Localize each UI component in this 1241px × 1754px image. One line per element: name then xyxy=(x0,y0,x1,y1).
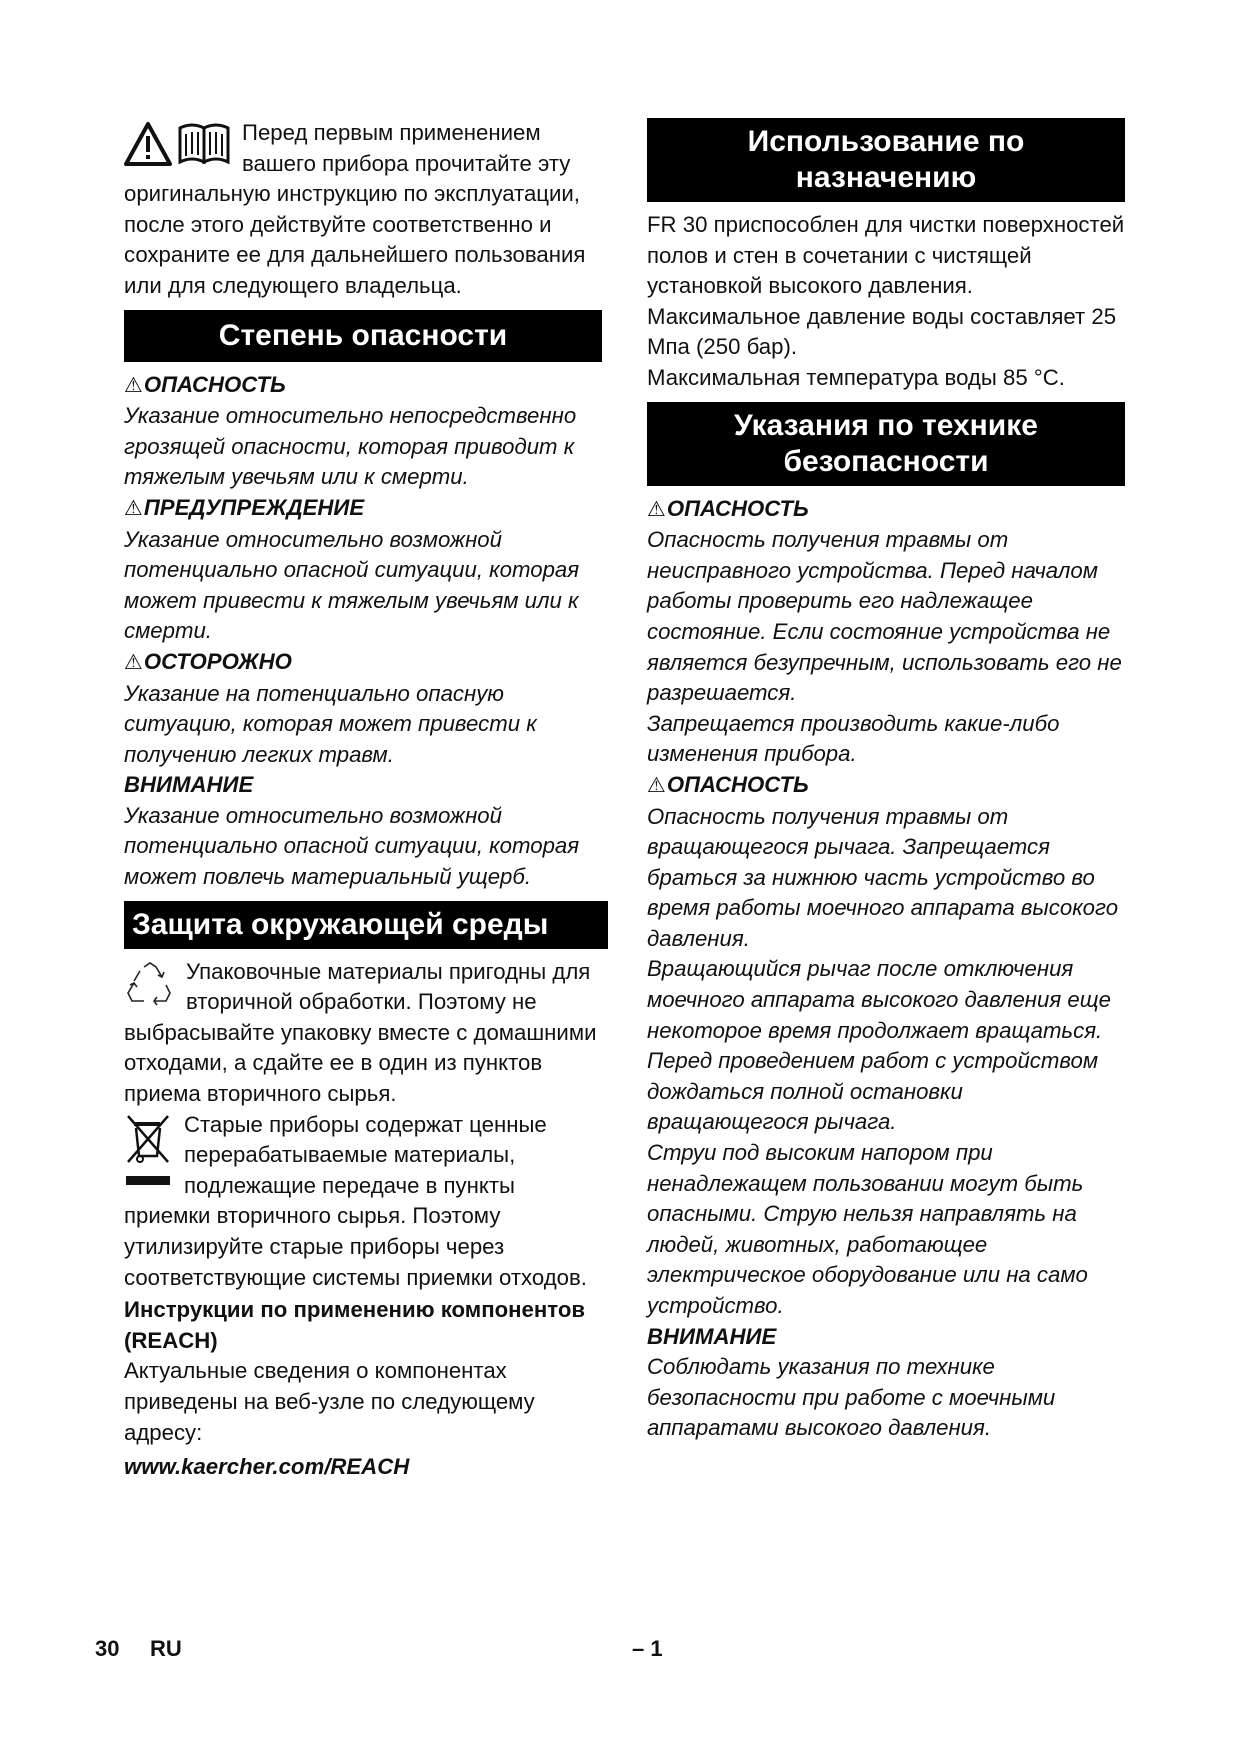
safety-danger2-text-2: Вращающийся рычаг после отключения моечного аппарата высокого давления еще некоторое время продолжает вращаться. Перед проведением работ с устройством дождаться полной остановки вращающегося рычага. xyxy=(647,956,1111,1135)
danger-levels-heading: Степень опасности xyxy=(124,310,602,362)
safety-attention-label: ВНИМАНИЕ xyxy=(647,1323,777,1349)
safety-danger-label: ⚠ОПАСНОСТЬ xyxy=(647,494,1125,526)
warning-triangle-icon: ⚠ xyxy=(124,373,143,397)
attention-text: Указание относительно возможной потенциально опасной ситуации, которая может повлечь материальный ущерб. xyxy=(124,802,580,890)
packaging-block xyxy=(124,957,602,1110)
intro-text: Перед первым применением вашего прибора прочитайте эту оригинальную инструкцию по эксплуатации, после этого действуйте соответственно и сохраните ее для дальнейшего пользования или для следующего владельца. xyxy=(124,120,586,298)
right-column xyxy=(647,118,1125,1444)
old-devices-block xyxy=(124,1110,602,1294)
intro-block xyxy=(124,118,602,302)
caution-text: Указание на потенциально опасную ситуацию, которая может привести к получению легких травм. xyxy=(124,680,537,767)
safety-danger2-label: ⚠ОПАСНОСТЬ xyxy=(647,770,1125,802)
warning-and-manual-icon xyxy=(124,120,232,175)
use-text: FR 30 приспособлен для чистки поверхностей полов и стен в сочетании с чистящей установкой высокого давления. Максимальное давление воды составляет 25 Мпа (250 бар). xyxy=(647,212,1125,360)
reach-heading: Инструкции по применению компонентов (REACH) xyxy=(124,1297,586,1353)
use-heading: Использование по назначению xyxy=(647,118,1125,202)
warning-triangle-icon: ⚠ xyxy=(124,496,143,520)
warning-text: Указание относительно возможной потенциально опасной ситуации, которая может привести к тяжелым увечьям или к смерти. xyxy=(124,526,580,644)
reach-text: Актуальные сведения о компонентах приведены на веб-узле по следующему адресу: xyxy=(124,1358,535,1445)
warning-label: ⚠ПРЕДУПРЕЖДЕНИЕ xyxy=(124,493,602,525)
footer-center: – 1 xyxy=(632,1636,663,1661)
warning-triangle-icon: ⚠ xyxy=(647,773,666,797)
page-number: 30 xyxy=(95,1636,120,1661)
warning-triangle-icon: ⚠ xyxy=(124,650,143,674)
danger-text: Указание относительно непосредственно грозящей опасности, которая приводит к тяжелым увечьям или к смерти. xyxy=(124,403,577,490)
caution-label: ⚠ОСТОРОЖНО xyxy=(124,647,602,679)
safety-danger2-text: Опасность получения травмы от вращающегося рычага. Запрещается браться за нижнюю часть устройство во время работы моечного аппарата высокого давления. xyxy=(647,803,1119,951)
use-temperature: Максимальная температура воды 85 °C. xyxy=(647,364,1065,390)
crossed-bin-icon xyxy=(124,1112,174,1197)
old-devices-text: Старые приборы содержат ценные перерабатываемые материалы, подлежащие передаче в пункты приемки вторичного сырья. Поэтому утилизируйте старые приборы через соответствующие системы приемки отходов. xyxy=(124,1111,587,1290)
reach-link[interactable]: www.kaercher.com/REACH xyxy=(124,1454,410,1480)
safety-danger-text: Опасность получения травмы от неисправного устройства. Перед началом работы проверить его надлежащее состояние. Если состояние устройства не является безупречным, использовать его не разрешается. xyxy=(647,527,1122,706)
attention-label: ВНИМАНИЕ xyxy=(124,772,254,798)
safety-danger2-text-3: Струи под высоким напором при ненадлежащем пользовании могут быть опасными. Струю нельзя направлять на людей, животных, работающее электрическое оборудование или на само устройство. xyxy=(647,1140,1088,1318)
recycling-icon xyxy=(124,959,176,1016)
packaging-text: Упаковочные материалы пригодны для вторичной обработки. Поэтому не выбрасывайте упаковку вместе с домашними отходами, а сдайте ее в один из пунктов приема вторичного сырья. xyxy=(124,958,597,1107)
safety-attention-text: Соблюдать указания по технике безопасности при работе с моечными аппаратами высокого давления. xyxy=(647,1354,1056,1441)
safety-heading: Указания по технике безопасности xyxy=(647,402,1125,486)
safety-danger-text-2: Запрещается производить какие-либо изменения прибора. xyxy=(647,710,1060,767)
warning-triangle-icon: ⚠ xyxy=(647,497,666,521)
language-code: RU xyxy=(150,1636,182,1661)
danger-label: ⚠ОПАСНОСТЬ xyxy=(124,370,602,402)
environment-heading: Защита окружающей среды xyxy=(124,901,608,949)
left-column xyxy=(124,118,602,1483)
